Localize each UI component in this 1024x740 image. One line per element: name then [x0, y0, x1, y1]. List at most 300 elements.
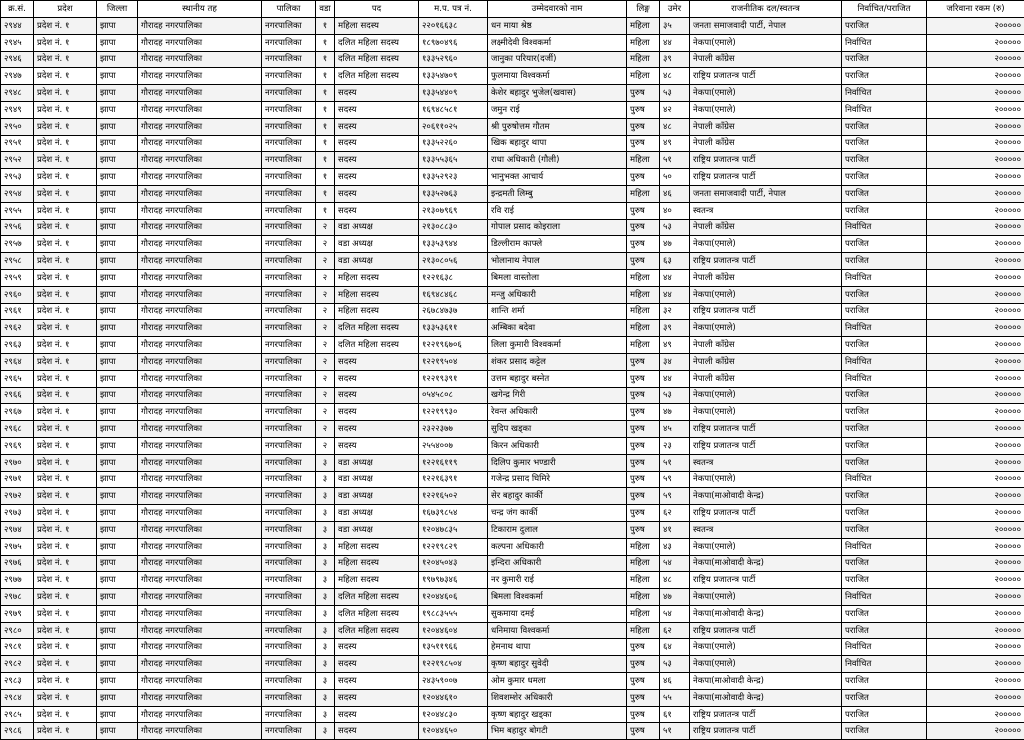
fine-amount-cell: २००००० — [927, 253, 1024, 270]
candidate-name-cell: किरन अधिकारी — [488, 437, 627, 454]
table-row — [1, 185, 1024, 202]
age-cell: ३४ — [660, 353, 690, 370]
district-cell: झापा — [97, 286, 138, 303]
local-level-cell: गौरादह नगरपालिका — [138, 538, 262, 555]
serial-cell: २९८४ — [1, 689, 34, 706]
age-cell: ४८ — [660, 118, 690, 135]
district-cell: झापा — [97, 85, 138, 102]
district-cell: झापा — [97, 118, 138, 135]
gender-cell: पुरुष — [627, 202, 660, 219]
fine-amount-cell: २००००० — [927, 286, 1024, 303]
ballot-number-cell: १२०४४६१० — [419, 689, 488, 706]
gender-cell: पुरुष — [627, 471, 660, 488]
palika-type-cell: नगरपालिका — [262, 152, 316, 169]
candidate-name-cell: गोपाल प्रसाद कोइराला — [488, 219, 627, 236]
header-district: जिल्ला — [97, 1, 138, 18]
district-cell: झापा — [97, 521, 138, 538]
party-cell: नेपाली काँग्रेस — [690, 135, 842, 152]
table-row — [1, 605, 1024, 622]
party-cell: नेकपा(एमाले) — [690, 85, 842, 102]
ballot-number-cell: २४३५९००७ — [419, 673, 488, 690]
district-cell: झापा — [97, 488, 138, 505]
district-cell: झापा — [97, 706, 138, 723]
result-cell: पराजित — [842, 286, 927, 303]
party-cell: नेकपा(एमाले) — [690, 656, 842, 673]
table-row — [1, 236, 1024, 253]
candidate-name-cell: भानुभक्त आचार्य — [488, 169, 627, 186]
party-cell: स्वतन्त्र — [690, 202, 842, 219]
fine-amount-cell: २००००० — [927, 387, 1024, 404]
gender-cell: पुरुष — [627, 135, 660, 152]
palika-type-cell: नगरपालिका — [262, 437, 316, 454]
ward-cell: १ — [316, 185, 335, 202]
fine-amount-cell: २००००० — [927, 656, 1024, 673]
age-cell: ४१ — [660, 521, 690, 538]
ballot-number-cell: १३३५२९६० — [419, 51, 488, 68]
province-cell: प्रदेश नं. १ — [34, 488, 97, 505]
ward-cell: १ — [316, 34, 335, 51]
party-cell: स्वतन्त्र — [690, 454, 842, 471]
local-level-cell: गौरादह नगरपालिका — [138, 118, 262, 135]
gender-cell: पुरुष — [627, 169, 660, 186]
post-cell: सदस्य — [335, 639, 419, 656]
result-cell: निर्वाचित — [842, 34, 927, 51]
result-cell: पराजित — [842, 51, 927, 68]
table-row — [1, 51, 1024, 68]
district-cell: झापा — [97, 454, 138, 471]
serial-cell: २९७९ — [1, 605, 34, 622]
candidate-name-cell: राधा अधिकारी (गौली) — [488, 152, 627, 169]
result-cell: निर्वाचित — [842, 353, 927, 370]
palika-type-cell: नगरपालिका — [262, 589, 316, 606]
party-cell: नेपाली काँग्रेस — [690, 353, 842, 370]
result-cell: निर्वाचित — [842, 656, 927, 673]
palika-type-cell: नगरपालिका — [262, 572, 316, 589]
gender-cell: महिला — [627, 555, 660, 572]
gender-cell: महिला — [627, 18, 660, 35]
palika-type-cell: नगरपालिका — [262, 639, 316, 656]
table-row — [1, 488, 1024, 505]
age-cell: ५१ — [660, 723, 690, 740]
candidate-name-cell: हेमनाथ थापा — [488, 639, 627, 656]
ward-cell: २ — [316, 219, 335, 236]
table-row — [1, 505, 1024, 522]
result-cell: पराजित — [842, 387, 927, 404]
district-cell: झापा — [97, 387, 138, 404]
serial-cell: २९५९ — [1, 269, 34, 286]
province-cell: प्रदेश नं. १ — [34, 437, 97, 454]
header-row — [1, 1, 1024, 18]
candidate-name-cell: नर कुमारी राई — [488, 572, 627, 589]
header-candidate-name: उम्मेदवारको नाम — [488, 1, 627, 18]
local-level-cell: गौरादह नगरपालिका — [138, 135, 262, 152]
age-cell: ६४ — [660, 639, 690, 656]
local-level-cell: गौरादह नगरपालिका — [138, 488, 262, 505]
province-cell: प्रदेश नं. १ — [34, 269, 97, 286]
post-cell: महिला सदस्य — [335, 572, 419, 589]
fine-amount-cell: २००००० — [927, 85, 1024, 102]
age-cell: ४० — [660, 202, 690, 219]
province-cell: प्रदेश नं. १ — [34, 572, 97, 589]
result-cell: पराजित — [842, 454, 927, 471]
fine-amount-cell: २००००० — [927, 185, 1024, 202]
serial-cell: २९५५ — [1, 202, 34, 219]
serial-cell: २९४६ — [1, 51, 34, 68]
candidate-name-cell: शिवशम्शेर अधिकारी — [488, 689, 627, 706]
party-cell: नेकपा(एमाले) — [690, 471, 842, 488]
age-cell: ६२ — [660, 622, 690, 639]
candidate-name-cell: जानुका परियार(दर्जी) — [488, 51, 627, 68]
age-cell: ४२ — [660, 101, 690, 118]
header-gender: लिङ्ग — [627, 1, 660, 18]
palika-type-cell: नगरपालिका — [262, 337, 316, 354]
serial-cell: २९८६ — [1, 723, 34, 740]
serial-cell: २९६३ — [1, 337, 34, 354]
fine-amount-cell: २००००० — [927, 320, 1024, 337]
table-row — [1, 538, 1024, 555]
ward-cell: ३ — [316, 639, 335, 656]
district-cell: झापा — [97, 303, 138, 320]
serial-cell: २९८२ — [1, 656, 34, 673]
age-cell: ५९ — [660, 471, 690, 488]
party-cell: राष्ट्रिय प्रजातन्त्र पार्टी — [690, 622, 842, 639]
ward-cell: ३ — [316, 689, 335, 706]
district-cell: झापा — [97, 555, 138, 572]
palika-type-cell: नगरपालिका — [262, 85, 316, 102]
candidate-name-cell: अम्बिका बदेवा — [488, 320, 627, 337]
table-row — [1, 135, 1024, 152]
province-cell: प्रदेश नं. १ — [34, 723, 97, 740]
local-level-cell: गौरादह नगरपालिका — [138, 723, 262, 740]
gender-cell: महिला — [627, 68, 660, 85]
party-cell: नेकपा(एमाले) — [690, 34, 842, 51]
palika-type-cell: नगरपालिका — [262, 723, 316, 740]
serial-cell: २९५६ — [1, 219, 34, 236]
candidate-name-cell: मन्जु अधिकारी — [488, 286, 627, 303]
post-cell: सदस्य — [335, 185, 419, 202]
district-cell: झापा — [97, 572, 138, 589]
candidate-name-cell: रेवन्त अधिकारी — [488, 404, 627, 421]
district-cell: झापा — [97, 370, 138, 387]
ward-cell: १ — [316, 202, 335, 219]
age-cell: ३९ — [660, 320, 690, 337]
local-level-cell: गौरादह नगरपालिका — [138, 185, 262, 202]
ballot-number-cell: १९८८३५५५ — [419, 605, 488, 622]
province-cell: प्रदेश नं. १ — [34, 253, 97, 270]
province-cell: प्रदेश नं. १ — [34, 152, 97, 169]
serial-cell: २९५४ — [1, 185, 34, 202]
local-level-cell: गौरादह नगरपालिका — [138, 689, 262, 706]
party-cell: नेकपा(एमाले) — [690, 404, 842, 421]
local-level-cell: गौरादह नगरपालिका — [138, 706, 262, 723]
province-cell: प्रदेश नं. १ — [34, 202, 97, 219]
result-cell: निर्वाचित — [842, 538, 927, 555]
post-cell: सदस्य — [335, 370, 419, 387]
palika-type-cell: नगरपालिका — [262, 488, 316, 505]
ward-cell: २ — [316, 269, 335, 286]
ward-cell: २ — [316, 303, 335, 320]
ballot-number-cell: १३३५२२६० — [419, 135, 488, 152]
candidate-name-cell: केशेर बहादुर भुजेल(खवास) — [488, 85, 627, 102]
candidate-name-cell: सुदिप खड्का — [488, 421, 627, 438]
age-cell: ४७ — [660, 404, 690, 421]
table-row — [1, 421, 1024, 438]
palika-type-cell: नगरपालिका — [262, 286, 316, 303]
local-level-cell: गौरादह नगरपालिका — [138, 320, 262, 337]
ballot-number-cell: २१३०८०५६ — [419, 253, 488, 270]
ward-cell: २ — [316, 320, 335, 337]
district-cell: झापा — [97, 723, 138, 740]
local-level-cell: गौरादह नगरपालिका — [138, 353, 262, 370]
ballot-number-cell: २१३०७९६९ — [419, 202, 488, 219]
ballot-number-cell: १२०४७८३५ — [419, 521, 488, 538]
post-cell: सदस्य — [335, 118, 419, 135]
district-cell: झापा — [97, 202, 138, 219]
post-cell: सदस्य — [335, 421, 419, 438]
serial-cell: २९७१ — [1, 471, 34, 488]
table-row — [1, 253, 1024, 270]
ward-cell: ३ — [316, 673, 335, 690]
table-row — [1, 337, 1024, 354]
local-level-cell: गौरादह नगरपालिका — [138, 337, 262, 354]
palika-type-cell: नगरपालिका — [262, 169, 316, 186]
ward-cell: २ — [316, 387, 335, 404]
district-cell: झापा — [97, 404, 138, 421]
district-cell: झापा — [97, 471, 138, 488]
province-cell: प्रदेश नं. १ — [34, 505, 97, 522]
serial-cell: २९६६ — [1, 387, 34, 404]
province-cell: प्रदेश नं. १ — [34, 303, 97, 320]
party-cell: राष्ट्रिय प्रजातन्त्र पार्टी — [690, 169, 842, 186]
province-cell: प्रदेश नं. १ — [34, 656, 97, 673]
ward-cell: २ — [316, 370, 335, 387]
gender-cell: पुरुष — [627, 723, 660, 740]
age-cell: ३९ — [660, 51, 690, 68]
fine-amount-cell: २००००० — [927, 236, 1024, 253]
party-cell: राष्ट्रिय प्रजातन्त्र पार्टी — [690, 421, 842, 438]
serial-cell: २९७८ — [1, 589, 34, 606]
table-row — [1, 437, 1024, 454]
serial-cell: २९४८ — [1, 85, 34, 102]
local-level-cell: गौरादह नगरपालिका — [138, 269, 262, 286]
party-cell: नेपाली काँग्रेस — [690, 370, 842, 387]
gender-cell: पुरुष — [627, 437, 660, 454]
ward-cell: १ — [316, 135, 335, 152]
fine-amount-cell: २००००० — [927, 622, 1024, 639]
district-cell: झापा — [97, 353, 138, 370]
gender-cell: महिला — [627, 303, 660, 320]
candidate-name-cell: बिमला विश्वकर्मा — [488, 589, 627, 606]
candidate-name-cell: डिल्लीराम काफ्ले — [488, 236, 627, 253]
result-cell: पराजित — [842, 337, 927, 354]
gender-cell: महिला — [627, 320, 660, 337]
gender-cell: पुरुष — [627, 673, 660, 690]
age-cell: ५१ — [660, 454, 690, 471]
header-result: निर्वाचित/पराजित — [842, 1, 927, 18]
ballot-number-cell: २२०१६६३८ — [419, 18, 488, 35]
ballot-number-cell: १९७९७३४६ — [419, 572, 488, 589]
ballot-number-cell: १६९४८४६८ — [419, 286, 488, 303]
district-cell: झापा — [97, 589, 138, 606]
table-row — [1, 656, 1024, 673]
local-level-cell: गौरादह नगरपालिका — [138, 673, 262, 690]
fine-amount-cell: २००००० — [927, 34, 1024, 51]
district-cell: झापा — [97, 622, 138, 639]
post-cell: दलित महिला सदस्य — [335, 589, 419, 606]
ward-cell: १ — [316, 68, 335, 85]
result-cell: पराजित — [842, 68, 927, 85]
post-cell: वडा अध्यक्ष — [335, 521, 419, 538]
party-cell: राष्ट्रिय प्रजातन्त्र पार्टी — [690, 572, 842, 589]
palika-type-cell: नगरपालिका — [262, 135, 316, 152]
age-cell: ४७ — [660, 589, 690, 606]
candidate-name-cell: धनिमाया विश्वकर्मा — [488, 622, 627, 639]
local-level-cell: गौरादह नगरपालिका — [138, 169, 262, 186]
palika-type-cell: नगरपालिका — [262, 605, 316, 622]
province-cell: प्रदेश नं. १ — [34, 337, 97, 354]
district-cell: झापा — [97, 673, 138, 690]
palika-type-cell: नगरपालिका — [262, 673, 316, 690]
result-cell: पराजित — [842, 169, 927, 186]
gender-cell: महिला — [627, 269, 660, 286]
local-level-cell: गौरादह नगरपालिका — [138, 421, 262, 438]
fine-amount-cell: २००००० — [927, 437, 1024, 454]
table-row — [1, 622, 1024, 639]
district-cell: झापा — [97, 236, 138, 253]
party-cell: नेपाली काँग्रेस — [690, 118, 842, 135]
post-cell: वडा अध्यक्ष — [335, 236, 419, 253]
province-cell: प्रदेश नं. १ — [34, 370, 97, 387]
result-cell: पराजित — [842, 135, 927, 152]
table-row — [1, 471, 1024, 488]
ward-cell: ३ — [316, 622, 335, 639]
local-level-cell: गौरादह नगरपालिका — [138, 253, 262, 270]
local-level-cell: गौरादह नगरपालिका — [138, 286, 262, 303]
table-row — [1, 118, 1024, 135]
palika-type-cell: नगरपालिका — [262, 353, 316, 370]
province-cell: प्रदेश नं. १ — [34, 538, 97, 555]
age-cell: ४७ — [660, 236, 690, 253]
result-cell: पराजित — [842, 118, 927, 135]
ballot-number-cell: १२०४४६०६ — [419, 589, 488, 606]
fine-amount-cell: २००००० — [927, 18, 1024, 35]
gender-cell: पुरुष — [627, 706, 660, 723]
post-cell: महिला सदस्य — [335, 555, 419, 572]
table-row — [1, 303, 1024, 320]
local-level-cell: गौरादह नगरपालिका — [138, 454, 262, 471]
post-cell: सदस्य — [335, 202, 419, 219]
table-row — [1, 689, 1024, 706]
province-cell: प्रदेश नं. १ — [34, 236, 97, 253]
serial-cell: २९८० — [1, 622, 34, 639]
district-cell: झापा — [97, 689, 138, 706]
palika-type-cell: नगरपालिका — [262, 387, 316, 404]
post-cell: वडा अध्यक्ष — [335, 219, 419, 236]
party-cell: स्वतन्त्र — [690, 521, 842, 538]
fine-amount-cell: २००००० — [927, 689, 1024, 706]
fine-amount-cell: २००००० — [927, 101, 1024, 118]
result-cell: निर्वाचित — [842, 101, 927, 118]
local-level-cell: गौरादह नगरपालिका — [138, 152, 262, 169]
ward-cell: ३ — [316, 521, 335, 538]
age-cell: ४८ — [660, 572, 690, 589]
party-cell: नेकपा(माओवादी केन्द्र) — [690, 488, 842, 505]
ballot-number-cell: १३३५२९२३ — [419, 169, 488, 186]
candidate-name-cell: कृष्ण बहादुर सुवेदी — [488, 656, 627, 673]
ward-cell: ३ — [316, 656, 335, 673]
age-cell: ४६ — [660, 185, 690, 202]
party-cell: राष्ट्रिय प्रजातन्त्र पार्टी — [690, 437, 842, 454]
table-row — [1, 286, 1024, 303]
age-cell: ५३ — [660, 85, 690, 102]
fine-amount-cell: २००००० — [927, 269, 1024, 286]
serial-cell: २९७३ — [1, 505, 34, 522]
age-cell: ४४ — [660, 269, 690, 286]
serial-cell: २९६८ — [1, 421, 34, 438]
post-cell: सदस्य — [335, 723, 419, 740]
candidate-name-cell: बिमला वास्तोला — [488, 269, 627, 286]
ward-cell: १ — [316, 118, 335, 135]
age-cell: ६१ — [660, 706, 690, 723]
local-level-cell: गौरादह नगरपालिका — [138, 387, 262, 404]
fine-amount-cell: २००००० — [927, 370, 1024, 387]
gender-cell: महिला — [627, 589, 660, 606]
gender-cell: पुरुष — [627, 101, 660, 118]
candidate-name-cell: रवि राई — [488, 202, 627, 219]
district-cell: झापा — [97, 605, 138, 622]
ward-cell: २ — [316, 421, 335, 438]
district-cell: झापा — [97, 253, 138, 270]
age-cell: ५० — [660, 169, 690, 186]
result-cell: पराजित — [842, 555, 927, 572]
local-level-cell: गौरादह नगरपालिका — [138, 555, 262, 572]
province-cell: प्रदेश नं. १ — [34, 18, 97, 35]
post-cell: सदस्य — [335, 673, 419, 690]
serial-cell: २९७६ — [1, 555, 34, 572]
serial-cell: २९७७ — [1, 572, 34, 589]
table-row — [1, 521, 1024, 538]
palika-type-cell: नगरपालिका — [262, 454, 316, 471]
post-cell: दलित महिला सदस्य — [335, 337, 419, 354]
party-cell: नेकपा(एमाले) — [690, 101, 842, 118]
ballot-number-cell: १८९७०४९६ — [419, 34, 488, 51]
party-cell: नेकपा(एमाले) — [690, 387, 842, 404]
fine-amount-cell: २००००० — [927, 555, 1024, 572]
candidate-name-cell: इन्द्रमती लिम्बु — [488, 185, 627, 202]
local-level-cell: गौरादह नगरपालिका — [138, 471, 262, 488]
local-level-cell: गौरादह नगरपालिका — [138, 34, 262, 51]
ballot-number-cell: १२०४५०४३ — [419, 555, 488, 572]
table-row — [1, 169, 1024, 186]
candidate-name-cell: भोलानाथ नेपाल — [488, 253, 627, 270]
province-cell: प्रदेश नं. १ — [34, 555, 97, 572]
province-cell: प्रदेश नं. १ — [34, 320, 97, 337]
ward-cell: २ — [316, 353, 335, 370]
candidate-name-cell: खिक बहादुर थापा — [488, 135, 627, 152]
result-cell: पराजित — [842, 572, 927, 589]
palika-type-cell: नगरपालिका — [262, 555, 316, 572]
post-cell: महिला सदस्य — [335, 286, 419, 303]
result-cell: पराजित — [842, 706, 927, 723]
post-cell: दलित महिला सदस्य — [335, 51, 419, 68]
party-cell: नेकपा(एमाले) — [690, 589, 842, 606]
district-cell: झापा — [97, 538, 138, 555]
ward-cell: ३ — [316, 471, 335, 488]
gender-cell: पुरुष — [627, 118, 660, 135]
candidate-name-cell: लिला कुमारी विश्वकर्मा — [488, 337, 627, 354]
gender-cell: महिला — [627, 622, 660, 639]
table-row — [1, 320, 1024, 337]
